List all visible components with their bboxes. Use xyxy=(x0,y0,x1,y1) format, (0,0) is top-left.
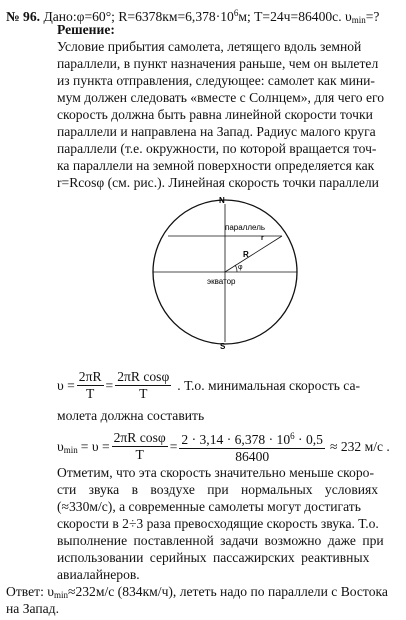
eq1-f1-num: 2πR xyxy=(78,369,102,384)
text-line: (≈330м/с), а современные самолеты могут достигать xyxy=(57,499,361,514)
eq2-f1-den: T xyxy=(135,447,144,462)
north-label: N xyxy=(219,196,225,205)
angle-arc xyxy=(235,265,237,272)
text-line: скорость должна быть равна линейной скорости точки xyxy=(57,107,373,122)
eq2-mid: = υ = xyxy=(80,438,110,454)
eq1-lhs: υ = xyxy=(57,377,75,393)
text-line: сти звука в воздухе при нормальных условиях xyxy=(57,482,379,497)
phi-label: φ xyxy=(238,264,243,271)
text-line: молета должна составить xyxy=(57,408,205,423)
text-line: скорости в 2÷3 раза превосходящие скорость звука. Т.о. xyxy=(57,516,379,531)
given-text: Дано:φ=60°; R=6378км=6,378·10 xyxy=(43,9,234,24)
solution-heading: Решение: xyxy=(57,22,115,37)
text-line: параллели и направлена на Запад. Радиус малого круга xyxy=(57,124,376,139)
eq1-f2-den: T xyxy=(139,386,148,401)
answer-line xyxy=(6,584,388,603)
given-exponent: 6 xyxy=(233,8,239,18)
radius-small-label: r xyxy=(261,235,264,242)
answer-line-2: на Запад. xyxy=(6,601,59,616)
text-line: выполнение поставленной задачи возможно даже при xyxy=(57,533,384,548)
text-line: мум должен следовать «вместе с Солнцем», для чего его xyxy=(57,90,385,105)
eq2-fraction-2 xyxy=(179,428,325,465)
equation-2 xyxy=(57,428,390,465)
parallel-label: параллель xyxy=(225,223,266,232)
text-line: параллели, в пункт назначения раньше, чем он вылетел xyxy=(57,56,379,71)
eq2-f2-den: 86400 xyxy=(235,449,270,464)
given-subscript: min xyxy=(351,15,366,25)
text-line: параллели (т.е. окружности, по которой вращается точ- xyxy=(57,141,377,156)
eq2-equals: = xyxy=(169,438,178,454)
eq1-fraction-1 xyxy=(77,369,104,402)
equation-1 xyxy=(57,369,360,402)
eq2-fraction-1 xyxy=(112,430,168,463)
radius-line xyxy=(225,236,282,272)
answer-text: ≈232м/с (834км/ч), лететь надо по параллели с Востока xyxy=(68,584,388,599)
south-label: S xyxy=(220,342,226,351)
answer-subscript: min xyxy=(53,590,68,600)
text-line: Отметим, что эта скорость значительно меньше скоро- xyxy=(57,465,374,480)
text-line: использовании серийных пассажирских реактивных xyxy=(57,550,370,565)
eq2-result: ≈ 232 м/с . xyxy=(329,438,390,454)
eq1-f2-num: 2πR cosφ xyxy=(117,369,170,384)
eq1-fraction-2 xyxy=(115,369,171,402)
given-end: =? xyxy=(365,9,380,24)
problem-number: № 96. xyxy=(6,9,41,24)
eq2-f1-num: 2πR cosφ xyxy=(113,430,166,445)
given-tail: м; T=24ч=86400с. υ xyxy=(238,9,352,24)
text-line: из пункта отправления, следующее: самолет как мини- xyxy=(57,73,375,88)
earth-figure xyxy=(145,192,315,352)
eq1-equals: = xyxy=(105,377,114,393)
answer-prefix: Ответ: υ xyxy=(6,584,54,599)
equator-label: экватор xyxy=(207,277,236,286)
eq2-f2-num: $2 \cdot 3,14 \cdot 6,378 \cdot 10^6 \cdot 0,5$ xyxy=(179,428,325,449)
radius-big-label: R xyxy=(243,250,249,259)
eq1-tail: . Т.о. минимальная скорость са- xyxy=(177,377,361,393)
eq1-f1-den: T xyxy=(86,386,95,401)
eq2-lhs: $\upsilon_{min}$ xyxy=(57,438,78,455)
text-line: авиалайнеров. xyxy=(57,567,140,582)
text-line: Условие прибытия самолета, летящего вдоль земной xyxy=(57,39,362,54)
text-line: r=Rcosφ (см. рис.). Линейная скорость точки параллели xyxy=(57,175,379,190)
text-line: ка параллели на земной поверхности определяется как xyxy=(57,158,375,173)
